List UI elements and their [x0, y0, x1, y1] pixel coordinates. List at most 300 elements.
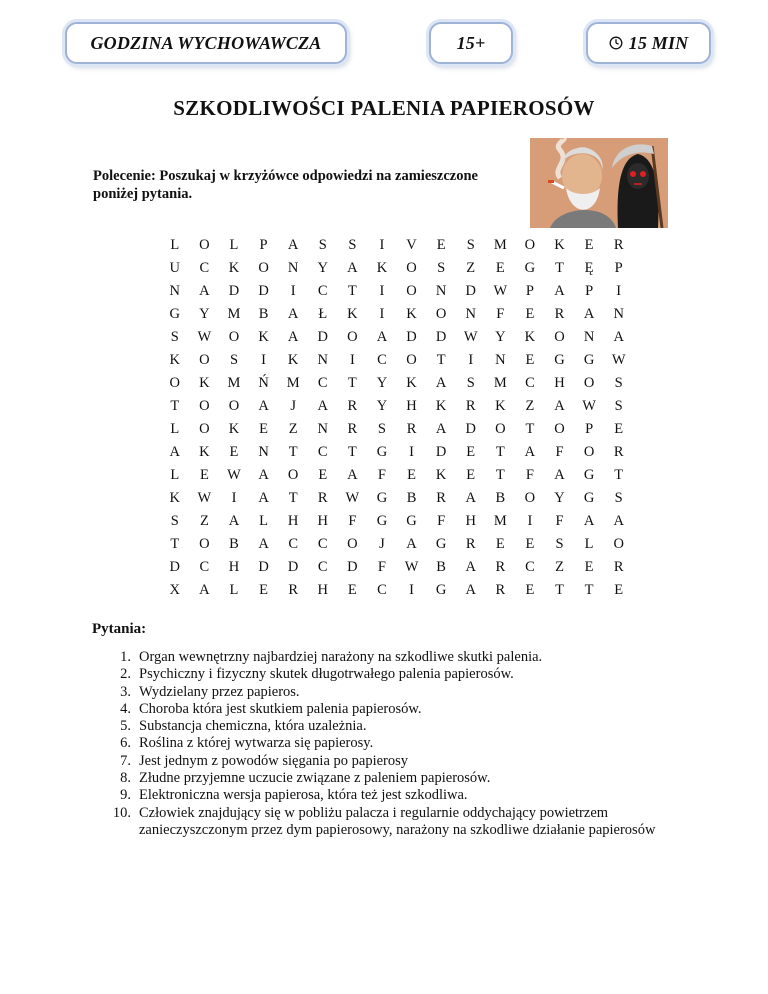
question-item	[105, 805, 665, 840]
grid-cell: T	[347, 282, 357, 299]
grid-row	[160, 371, 634, 394]
clock-icon	[609, 36, 623, 50]
grid-cell: R	[465, 535, 476, 552]
grid-cell: G	[406, 512, 417, 529]
grid-cell: R	[347, 420, 358, 437]
grid-cell: W	[404, 558, 419, 575]
grid-cell: H	[465, 512, 476, 529]
question-text: Psychiczny i fizyczny skutek długotrwałego palenia papierosów.	[139, 666, 514, 683]
grid-cell: T	[584, 581, 594, 598]
grid-cell: A	[465, 581, 476, 598]
grid-cell: E	[525, 351, 535, 368]
grid-cell: J	[379, 535, 385, 552]
grid-cell: I	[379, 282, 385, 299]
grid-row	[160, 440, 634, 463]
question-number: 6.	[120, 735, 131, 752]
grid-cell: I	[616, 282, 622, 299]
grid-cell: H	[317, 581, 328, 598]
grid-row	[160, 233, 634, 256]
grid-cell: D	[258, 558, 269, 575]
grid-cell: F	[377, 466, 386, 483]
duration-label: 15 MIN	[628, 32, 689, 53]
grid-cell: D	[435, 443, 447, 460]
grid-cell: D	[435, 328, 447, 345]
grid-cell: M	[493, 374, 507, 391]
grid-cell: F	[496, 305, 505, 322]
grid-cell: Ń	[258, 374, 269, 391]
grid-cell: A	[583, 512, 595, 529]
grid-cell: W	[463, 328, 478, 345]
grid-cell: N	[583, 328, 595, 345]
grid-cell: T	[170, 535, 180, 552]
question-text: Substancja chemiczna, która uzależnia.	[139, 718, 367, 735]
grid-cell: K	[435, 397, 447, 414]
grid-cell: O	[554, 420, 565, 437]
grid-cell: O	[435, 305, 447, 322]
grid-cell: R	[495, 581, 506, 598]
grid-cell: O	[287, 466, 299, 483]
grid-cell: Z	[199, 512, 209, 529]
grid-cell: C	[317, 374, 328, 391]
grid-cell: G	[583, 466, 595, 483]
grid-cell: E	[584, 558, 594, 575]
grid-cell: Y	[199, 305, 210, 322]
grid-cell: O	[228, 328, 240, 345]
grid-cell: K	[495, 397, 506, 414]
question-number: 1.	[120, 649, 131, 665]
grid-cell: O	[169, 374, 181, 391]
grid-cell: L	[170, 466, 180, 483]
grid-cell: K	[347, 305, 358, 322]
grid-row	[160, 325, 634, 348]
duration-badge	[586, 22, 711, 64]
grid-cell: O	[199, 236, 210, 253]
grid-cell: S	[614, 374, 623, 391]
grid-cell: F	[348, 512, 357, 529]
grid-cell: D	[317, 328, 328, 345]
grid-cell: A	[524, 443, 536, 460]
grid-cell: T	[555, 259, 564, 276]
grid-cell: E	[525, 581, 535, 598]
page-title: SZKODLIWOŚCI PALENIA PAPIEROSÓW	[173, 96, 595, 120]
grid-cell: W	[197, 328, 212, 345]
grid-cell: R	[406, 420, 417, 437]
grid-cell: O	[347, 535, 358, 552]
grid-cell: I	[409, 581, 414, 598]
grid-cell: N	[317, 420, 328, 437]
grid-cell: C	[525, 374, 535, 391]
grid-cell: A	[347, 259, 358, 276]
grid-cell: W	[197, 489, 212, 506]
grid-cell: C	[317, 558, 328, 575]
grid-cell: C	[525, 558, 535, 575]
question-text: Elektroniczna wersja papierosa, która też jest szkodliwa.	[139, 787, 468, 804]
grid-cell: N	[435, 282, 447, 299]
grid-cell: L	[229, 236, 239, 253]
grid-cell: O	[613, 535, 624, 552]
grid-cell: A	[317, 397, 328, 414]
grid-row	[160, 463, 634, 486]
grid-cell: C	[317, 535, 328, 552]
grid-cell: A	[258, 397, 269, 414]
grid-cell: N	[495, 351, 506, 368]
grid-cell: R	[613, 443, 624, 460]
grid-cell: M	[286, 374, 300, 391]
grid-cell: S	[614, 489, 623, 506]
grid-cell: C	[317, 443, 328, 460]
grid-cell: W	[493, 282, 508, 299]
grid-cell: K	[199, 374, 210, 391]
grid-cell: K	[228, 259, 240, 276]
questions-list	[105, 649, 665, 839]
grid-cell: D	[228, 282, 240, 299]
grid-cell: E	[584, 236, 594, 253]
grid-cell: P	[585, 420, 594, 437]
grid-cell: C	[317, 282, 328, 299]
question-text: Człowiek znajdujący się w pobliżu palacza i regularnie oddychający powietrzem zanieczyszczonym przez dym papierosowy, narażony na szkodliwe działanie papierosów	[139, 804, 656, 838]
grid-cell: B	[229, 535, 239, 552]
grid-cell: G	[169, 305, 181, 322]
grid-cell: G	[554, 351, 565, 368]
grid-cell: S	[170, 512, 179, 529]
question-item	[105, 684, 665, 701]
grid-cell: Ł	[318, 305, 328, 322]
grid-cell: Y	[495, 328, 506, 345]
grid-cell: I	[261, 351, 266, 368]
grid-cell: M	[227, 305, 241, 322]
grid-cell: E	[525, 535, 535, 552]
grid-cell: I	[409, 443, 414, 460]
question-item	[105, 753, 665, 770]
grid-cell: T	[347, 374, 357, 391]
grid-cell: I	[379, 305, 385, 322]
grid-cell: M	[227, 374, 241, 391]
question-number: 4.	[120, 700, 131, 717]
question-text: Roślina z której wytwarza się papierosy.	[139, 735, 374, 752]
grid-cell: E	[259, 420, 268, 437]
question-text: Złudne przyjemne uczucie związane z paleniem papierosów.	[139, 770, 491, 787]
grid-cell: O	[347, 328, 358, 345]
grid-cell: M	[493, 236, 507, 253]
grid-cell: O	[258, 259, 269, 276]
question-text: Wydzielany przez papieros.	[139, 683, 300, 700]
grid-cell: E	[466, 466, 476, 483]
category-label: GODZINA WYCHOWAWCZA	[90, 32, 322, 53]
grid-cell: T	[495, 466, 505, 483]
grid-cell: A	[554, 397, 565, 414]
grid-cell: D	[169, 558, 181, 575]
grid-cell: S	[466, 236, 475, 253]
grid-cell: A	[258, 535, 269, 552]
grid-row	[160, 417, 634, 440]
grid-cell: A	[169, 443, 181, 460]
question-text: Choroba która jest skutkiem palenia papierosów.	[139, 700, 422, 717]
grid-cell: S	[614, 397, 623, 414]
grid-cell: A	[287, 305, 299, 322]
grid-cell: C	[377, 351, 387, 368]
grid-cell: N	[465, 305, 476, 322]
word-search-grid	[160, 233, 634, 601]
grid-cell: O	[406, 259, 417, 276]
grid-cell: I	[231, 489, 237, 506]
grid-cell: E	[229, 443, 239, 460]
grid-cell: R	[288, 581, 298, 598]
grid-cell: T	[170, 397, 180, 414]
question-item	[105, 770, 665, 787]
grid-cell: H	[554, 374, 565, 391]
grid-cell: A	[228, 512, 240, 529]
grid-cell: A	[465, 489, 476, 506]
grid-cell: E	[614, 581, 624, 598]
questions-label: Pytania:	[92, 621, 147, 637]
age-label: 15+	[456, 32, 486, 53]
grid-cell: N	[287, 259, 299, 276]
grid-cell: V	[406, 236, 417, 253]
question-number: 5.	[120, 718, 131, 735]
grid-cell: S	[229, 351, 239, 368]
grid-cell: D	[465, 282, 476, 299]
grid-cell: T	[525, 420, 535, 437]
grid-cell: L	[170, 420, 180, 437]
grid-cell: O	[406, 351, 417, 368]
grid-cell: T	[555, 581, 564, 598]
grid-cell: C	[377, 581, 387, 598]
grid-cell: A	[465, 558, 476, 575]
grid-row	[160, 348, 634, 371]
grid-cell: W	[345, 489, 360, 506]
grid-cell: R	[554, 305, 565, 322]
grid-cell: K	[258, 328, 269, 345]
grid-cell: E	[466, 443, 476, 460]
grid-cell: Y	[554, 489, 565, 506]
grid-cell: T	[288, 489, 298, 506]
grid-cell: K	[435, 466, 447, 483]
grid-cell: E	[614, 420, 624, 437]
grid-cell: K	[406, 374, 417, 391]
grid-cell: H	[287, 512, 299, 529]
grid-cell: A	[406, 535, 417, 552]
question-number: 9.	[120, 787, 131, 804]
grid-cell: R	[465, 397, 476, 414]
question-item	[105, 701, 665, 718]
grid-row	[160, 279, 634, 302]
grid-cell: Y	[317, 259, 328, 276]
grid-cell: G	[435, 535, 447, 552]
grid-cell: K	[228, 420, 240, 437]
grid-cell: C	[199, 259, 210, 276]
grid-cell: G	[583, 489, 595, 506]
grid-cell: A	[613, 328, 624, 345]
grid-cell: F	[555, 443, 564, 460]
grid-cell: T	[288, 443, 298, 460]
grid-cell: G	[376, 443, 388, 460]
grid-cell: E	[525, 305, 535, 322]
grid-cell: B	[406, 489, 417, 506]
instruction-text: Polecenie: Poszukaj w krzyżówce odpowiedzi na zamieszczone poniżej pytania.	[93, 168, 478, 202]
grid-cell: A	[199, 282, 210, 299]
question-item	[105, 718, 665, 735]
grid-cell: G	[435, 581, 447, 598]
grid-cell: P	[259, 236, 268, 253]
grid-cell: F	[525, 466, 534, 483]
grid-cell: B	[495, 489, 506, 506]
grid-cell: E	[495, 259, 505, 276]
grid-cell: B	[436, 558, 446, 575]
grid-cell: O	[524, 236, 536, 253]
question-item	[105, 735, 665, 752]
grid-cell: R	[613, 558, 624, 575]
question-number: 10.	[112, 804, 131, 821]
grid-cell: M	[493, 512, 507, 529]
grid-row	[160, 532, 634, 555]
grid-cell: O	[583, 374, 595, 391]
grid-cell: F	[555, 512, 564, 529]
question-number: 3.	[120, 683, 131, 700]
grid-cell: C	[199, 558, 210, 575]
grid-row	[160, 578, 634, 601]
grid-cell: K	[524, 328, 536, 345]
grid-cell: I	[349, 351, 355, 368]
age-badge	[429, 22, 513, 64]
grid-row	[160, 256, 634, 279]
grid-cell: E	[495, 535, 505, 552]
grid-cell: I	[527, 512, 533, 529]
grid-cell: A	[554, 466, 565, 483]
grid-cell: K	[406, 305, 417, 322]
grid-cell: K	[554, 236, 565, 253]
grid-cell: H	[228, 558, 240, 575]
grid-cell: A	[287, 236, 299, 253]
grid-cell: A	[258, 489, 269, 506]
question-item	[105, 787, 665, 804]
grid-cell: E	[347, 581, 357, 598]
grid-cell: D	[287, 558, 299, 575]
grid-cell: R	[317, 489, 328, 506]
grid-cell: K	[287, 351, 299, 368]
grid-cell: R	[347, 397, 358, 414]
grid-cell: Y	[376, 374, 388, 391]
grid-cell: A	[347, 466, 358, 483]
grid-cell: N	[258, 443, 269, 460]
grid-cell: A	[376, 328, 388, 345]
grid-cell: Y	[376, 397, 388, 414]
grid-cell: L	[170, 236, 180, 253]
grid-cell: N	[317, 351, 328, 368]
grid-cell: S	[466, 374, 475, 391]
grid-cell: H	[406, 397, 417, 414]
grid-cell: O	[583, 443, 595, 460]
grid-cell: I	[290, 282, 296, 299]
grid-cell: Ę	[584, 259, 594, 276]
grid-cell: R	[436, 489, 446, 506]
grid-cell: O	[199, 535, 210, 552]
grid-cell: G	[583, 351, 595, 368]
grid-cell: K	[376, 259, 388, 276]
question-number: 8.	[120, 770, 131, 787]
grid-cell: T	[495, 443, 505, 460]
grid-cell: G	[524, 259, 536, 276]
grid-cell: K	[199, 443, 210, 460]
grid-cell: A	[583, 305, 595, 322]
grid-cell: O	[199, 351, 210, 368]
question-item	[105, 649, 665, 666]
question-text: Organ wewnętrzny najbardziej narażony na szkodliwe skutki palenia.	[139, 649, 543, 665]
question-number: 2.	[120, 666, 131, 683]
grid-row	[160, 555, 634, 578]
grid-cell: W	[611, 351, 626, 368]
grid-cell: A	[613, 512, 624, 529]
grid-cell: L	[229, 581, 239, 598]
grid-cell: A	[554, 282, 565, 299]
grid-cell: R	[613, 236, 624, 253]
grid-cell: O	[406, 282, 417, 299]
grid-cell: O	[199, 420, 210, 437]
grid-row	[160, 509, 634, 532]
grid-cell: J	[290, 397, 296, 414]
grid-cell: D	[406, 328, 417, 345]
grid-row	[160, 302, 634, 325]
grid-cell: O	[495, 420, 506, 437]
grid-cell: I	[379, 236, 385, 253]
grid-cell: B	[258, 305, 269, 322]
grid-cell: E	[259, 581, 268, 598]
grid-cell: T	[347, 443, 357, 460]
grid-cell: S	[555, 535, 564, 552]
grid-cell: I	[468, 351, 474, 368]
smoker-grim-reaper-illustration	[530, 138, 668, 228]
grid-cell: L	[584, 535, 594, 552]
grid-cell: S	[170, 328, 179, 345]
grid-cell: P	[525, 282, 534, 299]
grid-cell: S	[377, 420, 386, 437]
grid-cell: D	[258, 282, 269, 299]
grid-cell: E	[199, 466, 209, 483]
grid-cell: L	[259, 512, 268, 529]
grid-row	[160, 486, 634, 509]
grid-cell: O	[524, 489, 536, 506]
grid-cell: Z	[288, 420, 298, 437]
question-number: 7.	[120, 752, 131, 769]
grid-cell: R	[495, 558, 506, 575]
grid-cell: P	[585, 282, 594, 299]
grid-cell: N	[169, 282, 181, 299]
grid-cell: G	[376, 489, 388, 506]
grid-cell: A	[435, 374, 447, 391]
grid-cell: Z	[466, 259, 476, 276]
grid-cell: N	[613, 305, 624, 322]
grid-cell: P	[614, 259, 623, 276]
grid-cell: H	[317, 512, 328, 529]
grid-cell: O	[199, 397, 210, 414]
grid-cell: T	[436, 351, 446, 368]
grid-cell: X	[169, 581, 181, 598]
grid-cell: S	[318, 236, 327, 253]
grid-cell: K	[169, 351, 181, 368]
grid-cell: E	[407, 466, 416, 483]
grid-cell: C	[288, 535, 298, 552]
grid-cell: G	[376, 512, 388, 529]
grid-row	[160, 394, 634, 417]
grid-cell: S	[437, 259, 446, 276]
grid-cell: F	[377, 558, 386, 575]
grid-cell: W	[227, 466, 241, 483]
grid-cell: U	[169, 259, 181, 276]
grid-cell: E	[436, 236, 446, 253]
grid-cell: D	[465, 420, 476, 437]
grid-cell: A	[287, 328, 299, 345]
grid-cell: A	[258, 466, 269, 483]
grid-cell: W	[582, 397, 596, 414]
